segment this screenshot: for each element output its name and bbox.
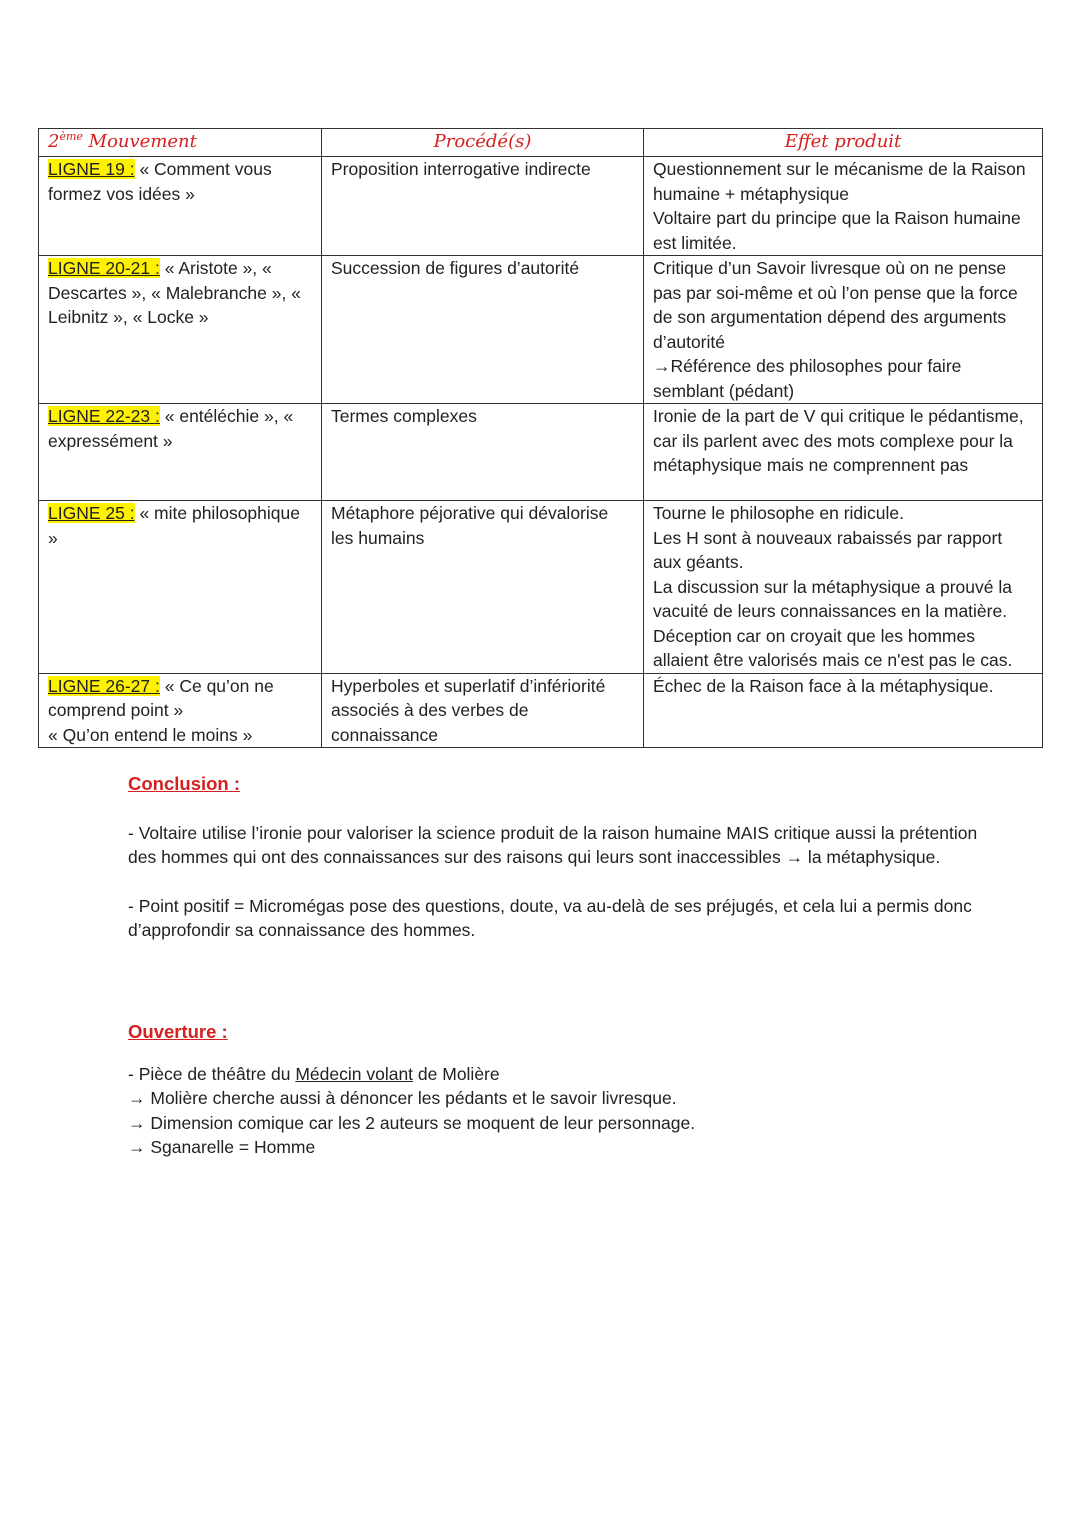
ouverture-intro: - Pièce de théâtre du Médecin volant de Molière: [128, 1063, 500, 1084]
table-row: [39, 157, 1043, 256]
cell-procede: [322, 404, 644, 501]
work-title: Médecin volant: [295, 1063, 414, 1084]
procede-text: Métaphore péjorative qui dévalorise les humains: [331, 503, 609, 548]
ouverture-line: → Sganarelle = Homme: [128, 1137, 316, 1157]
effet-text: Les H sont à nouveaux rabaissés par rapport aux géants.: [653, 527, 1003, 572]
header-procedes: Procédé(s): [322, 129, 644, 157]
ouverture-section: [128, 1020, 988, 1160]
cell-effet: [644, 256, 1043, 404]
line-reference: LIGNE 22-23 :: [48, 406, 160, 426]
cell-reference: [39, 404, 322, 501]
cell-effet: [644, 673, 1043, 748]
procede-text: Proposition interrogative indirecte: [331, 159, 591, 179]
procede-text: Hyperboles et superlatif d’infériorité associés à des verbes de connaissance: [331, 675, 606, 745]
cell-effet: [644, 501, 1043, 674]
conclusion-paragraph: - Point positif = Micromégas pose des questions, doute, va au-delà de ses préjugés, et cela lui a permis donc d’approfondir sa connaissance des hommes.: [128, 895, 972, 940]
procede-text: Succession de figures d’autorité: [331, 258, 580, 278]
header-effet-produit: Effet produit: [644, 129, 1043, 157]
table-row: [39, 256, 1043, 404]
ouverture-line: → Molière cherche aussi à dénoncer les pédants et le savoir livresque.: [128, 1088, 677, 1108]
effet-text: Échec de la Raison face à la métaphysique.: [653, 675, 994, 696]
line-reference: LIGNE 20-21 :: [48, 258, 160, 278]
header-mouvement: 2ème Mouvement: [39, 129, 322, 157]
cell-reference: [39, 256, 322, 404]
line-reference: LIGNE 25 :: [48, 503, 135, 523]
effet-text: Questionnement sur le mécanisme de la Raison humaine + métaphysique: [653, 159, 1026, 204]
table-row: [39, 404, 1043, 501]
ouverture-line: → Dimension comique car les 2 auteurs se moquent de leur personnage.: [128, 1112, 696, 1133]
table-row: [39, 501, 1043, 674]
cell-reference: [39, 501, 322, 674]
conclusion-heading: Conclusion :: [128, 773, 241, 794]
quote: « Ce qu’on ne comprend point »: [48, 675, 274, 720]
cell-effet: [644, 157, 1043, 256]
procede-text: Termes complexes: [331, 406, 477, 426]
quote: « Comment vous formez vos idées »: [48, 159, 272, 204]
effet-text: →Référence des philosophes pour faire semblant (pédant): [653, 356, 962, 401]
line-reference: LIGNE 19 :: [48, 159, 135, 179]
effet-text: Critique d’un Savoir livresque où on ne pense pas par soi-même et où l’on pense que la force de son argumentation dépend des arguments d’autorité: [653, 258, 1018, 352]
ouverture-heading: Ouverture :: [128, 1021, 228, 1042]
effet-text: Déception car on croyait que les hommes allaient être valorisés mais ce n'est pas le cas.: [653, 625, 1013, 670]
table-header-row: [39, 129, 1043, 157]
analysis-table: [38, 128, 1043, 748]
cell-effet: [644, 404, 1043, 501]
cell-procede: [322, 673, 644, 748]
quote: « mite philosophique »: [48, 503, 300, 548]
cell-procede: [322, 501, 644, 674]
conclusion-section: [128, 772, 988, 943]
cell-procede: [322, 157, 644, 256]
quote: « Aristote », « Descartes », « Malebranche », « Leibnitz », « Locke »: [48, 258, 301, 327]
effet-text: Tourne le philosophe en ridicule.: [653, 503, 904, 523]
effet-text: La discussion sur la métaphysique a prouvé la vacuité de leurs connaissances en la matière.: [653, 576, 1012, 621]
quote: « Qu’on entend le moins »: [48, 724, 253, 745]
effet-text: Ironie de la part de V qui critique le pédantisme, car ils parlent avec des mots complexe pour la métaphysique mais ne comprennent pas: [653, 406, 1024, 475]
conclusion-paragraph: - Voltaire utilise l’ironie pour valoriser la science produit de la raison humaine MAIS critique aussi la prétention des hommes qui ont des connaissances sur des raisons qui leurs sont inaccessibles → la métaphysique.: [128, 822, 978, 867]
table-row: [39, 673, 1043, 748]
line-reference: LIGNE 26-27 :: [48, 675, 160, 696]
cell-reference: [39, 673, 322, 748]
quote: « entéléchie », « expressément »: [48, 406, 294, 451]
effet-text: Voltaire part du principe que la Raison humaine est limitée.: [653, 208, 1021, 253]
cell-reference: [39, 157, 322, 256]
cell-procede: [322, 256, 644, 404]
